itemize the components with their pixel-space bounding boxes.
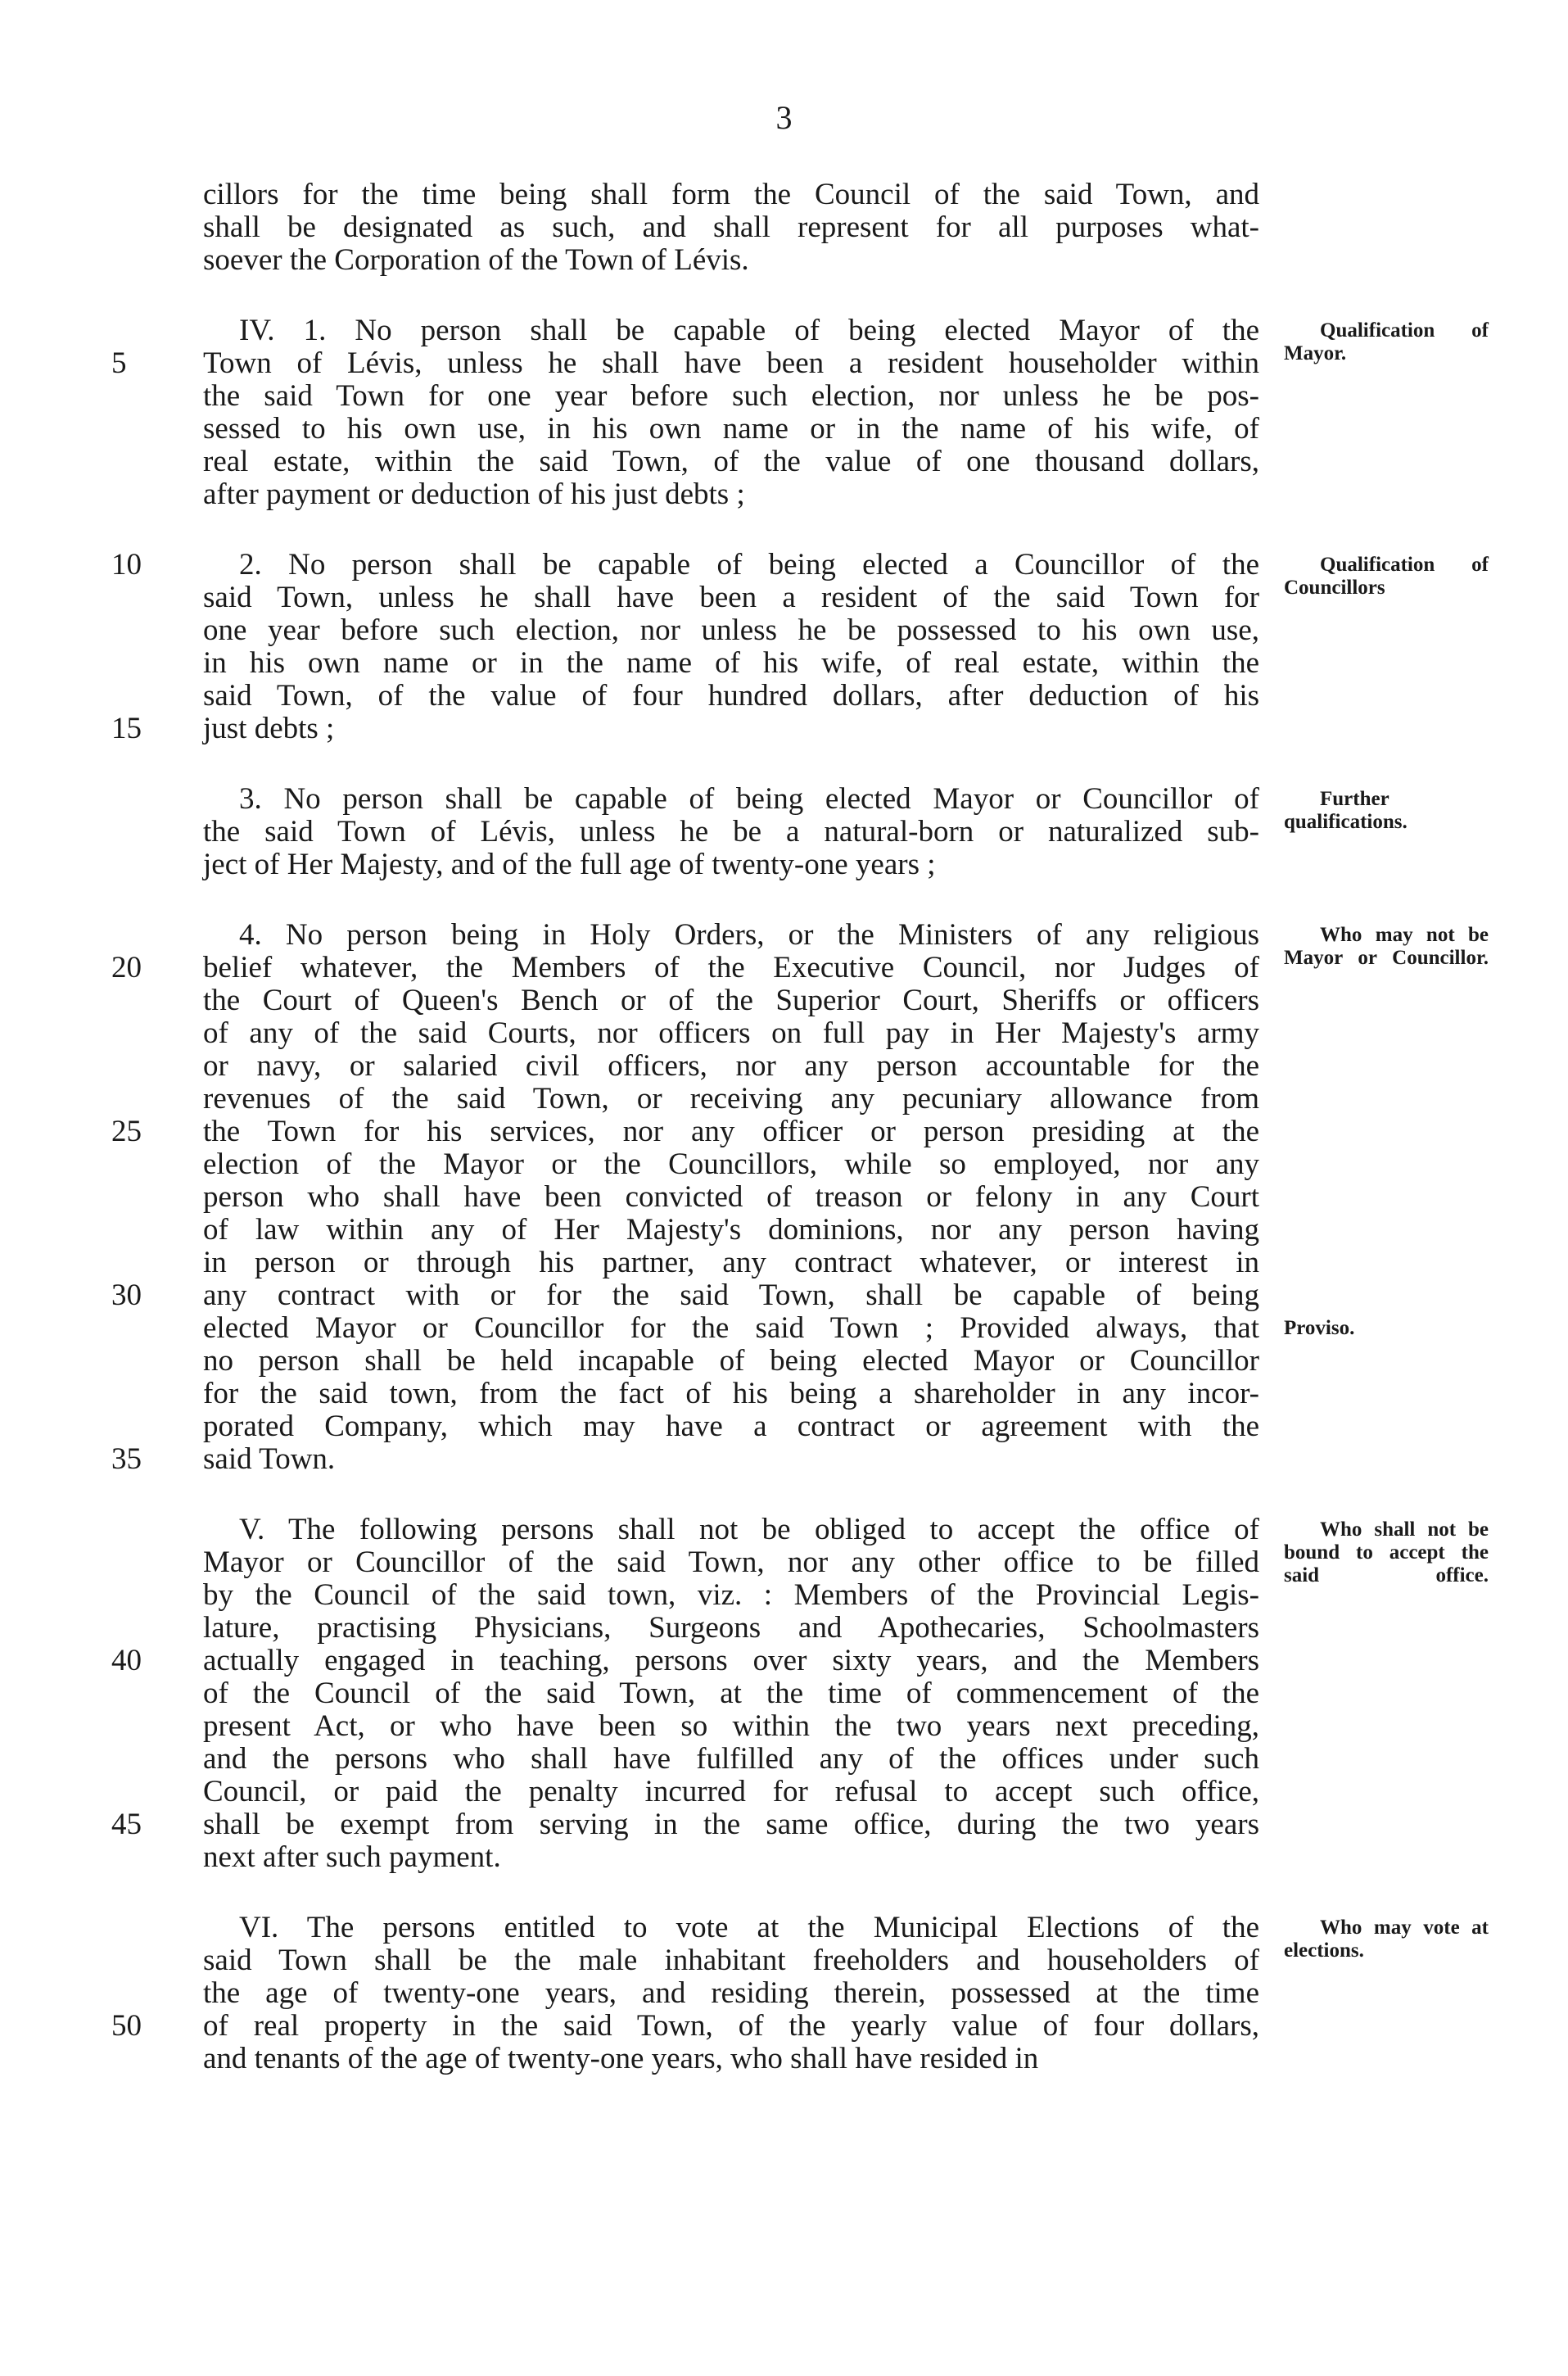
text-line (203, 1017, 1259, 1050)
text-line (203, 1181, 1259, 1214)
line-text: person who shall have been convicted of treason or felony in any Court (203, 1180, 1259, 1214)
text-line (203, 614, 1259, 647)
text-line (203, 478, 1259, 511)
text-line (203, 1677, 1259, 1710)
text-line (111, 951, 1259, 984)
line-text: and tenants of the age of twenty-one years, who shall have resided in (203, 2042, 1039, 2075)
paragraph (111, 918, 1489, 1476)
text-line (203, 849, 1259, 881)
line-number: 40 (111, 1644, 142, 1677)
text-line (203, 647, 1259, 680)
line-text: Mayor or Councillor of the said Town, nor any other office to be filled (203, 1546, 1259, 1579)
line-text: the age of twenty-one years, and residing therein, possessed at the time (203, 1976, 1259, 2010)
text-line (203, 2043, 1259, 2075)
line-text: 2. No person shall be capable of being elected a Councillor of the (239, 548, 1259, 582)
line-text: 3. No person shall be capable of being elected Mayor or Councillor of (239, 782, 1259, 816)
text-line (203, 1378, 1259, 1410)
text-line (203, 582, 1259, 614)
text-line (203, 1311, 1355, 1345)
text-line (111, 1644, 1259, 1677)
line-text: of the Council of the said Town, at the time of commencement of the (203, 1677, 1259, 1710)
line-text: revenues of the said Town, or receiving any pecuniary allowance from (203, 1082, 1259, 1116)
line-text: belief whatever, the Members of the Executive Council, nor Judges of (203, 951, 1259, 984)
line-text: present Act, or who have been so within the two years next preceding, (203, 1709, 1259, 1743)
text-line (203, 1345, 1259, 1378)
line-text: ject of Her Majesty, and of the full age of twenty-one years ; (203, 848, 936, 881)
line-text: shall be designated as such, and shall represent for all purposes what- (203, 210, 1259, 244)
text-line (203, 1083, 1259, 1116)
line-text: no person shall be held incapable of being elected Mayor or Councillor (203, 1344, 1259, 1378)
paragraph (111, 548, 1489, 745)
paragraph (111, 314, 1489, 511)
text-line (203, 1546, 1259, 1579)
text-line (203, 816, 1259, 849)
text-line (203, 211, 1259, 244)
line-text: in his own name or in the name of his wife, of real estate, within the (203, 646, 1259, 680)
line-text: said Town shall be the male inhabitant freeholders and householders of (203, 1944, 1259, 1977)
text-line (203, 1247, 1259, 1279)
line-text: of any of the said Courts, nor officers on full pay in Her Majesty's army (203, 1016, 1259, 1050)
line-text: in person or through his partner, any contract whatever, or interest in (203, 1246, 1259, 1279)
text-line (203, 984, 1259, 1017)
text-line (203, 1579, 1259, 1612)
text-line (111, 712, 1259, 745)
text-line (203, 1841, 1259, 1874)
text-line (203, 1944, 1259, 1977)
line-text: IV. 1. No person shall be capable of being elected Mayor of the (239, 314, 1259, 347)
line-text: sessed to his own use, in his own name or in the name of his wife, of (203, 412, 1259, 446)
text-line (203, 1612, 1259, 1645)
line-text: just debts ; (203, 712, 335, 745)
page-number: 3 (775, 99, 793, 136)
text-line (111, 346, 1259, 380)
text-line (203, 244, 1259, 277)
line-text: of law within any of Her Majesty's dominions, nor any person having (203, 1213, 1259, 1247)
line-text: the Court of Queen's Bench or of the Superior Court, Sheriffs or officers (203, 984, 1259, 1017)
margin-note: Qualification of Councillors (1284, 554, 1489, 599)
paragraph (111, 1911, 1489, 2075)
line-text: real estate, within the said Town, of the value of one thousand dollars, (203, 445, 1259, 478)
line-text: and the persons who shall have fulfilled any of the offices under such (203, 1742, 1259, 1776)
line-text: the Town for his services, nor any officer or person presiding at the (203, 1115, 1259, 1148)
text-line (203, 446, 1259, 478)
text-line (203, 413, 1259, 446)
line-text: election of the Mayor or the Councillors, while so employed, nor any (203, 1147, 1259, 1181)
margin-note: Qualification of Mayor. (1284, 319, 1489, 364)
paragraph (111, 1513, 1489, 1874)
text-line (111, 1279, 1259, 1312)
line-text: one year before such election, nor unless he be possessed to his own use, (203, 613, 1259, 647)
line-text: the said Town of Lévis, unless he be a natural-born or naturalized sub- (203, 815, 1259, 849)
line-number: 15 (111, 712, 142, 745)
text-line (111, 1115, 1259, 1148)
text-line (203, 1977, 1259, 2010)
margin-note: Further qualifications. (1284, 788, 1408, 833)
line-number: 5 (111, 346, 127, 380)
paragraph (203, 179, 1259, 277)
line-text: of real property in the said Town, of the yearly value of four dollars, (203, 2009, 1259, 2043)
text-line (203, 1050, 1259, 1083)
text-line (203, 1710, 1259, 1743)
line-text: Town of Lévis, unless he shall have been a resident householder within (203, 346, 1259, 380)
text-line (111, 1442, 1259, 1476)
line-number: 20 (111, 951, 142, 984)
line-text: shall be exempt from serving in the same office, during the two years (203, 1808, 1259, 1841)
text-line (203, 380, 1259, 413)
line-number: 30 (111, 1279, 142, 1312)
line-number: 50 (111, 2009, 142, 2043)
line-text: said Town, unless he shall have been a resident of the said Town for (203, 581, 1259, 614)
text-line (203, 680, 1259, 713)
text-line (203, 1148, 1259, 1181)
body-text (111, 178, 1489, 2113)
line-text: after payment or deduction of his just debts ; (203, 477, 745, 511)
line-number: 45 (111, 1808, 142, 1841)
margin-note: Who may vote at elections. (1284, 1917, 1489, 1962)
text-line (203, 1743, 1259, 1776)
line-number: 35 (111, 1442, 142, 1476)
text-line (203, 1214, 1259, 1247)
margin-note: Who may not be Mayor or Councillor. (1284, 924, 1489, 969)
line-text: said Town. (203, 1442, 336, 1476)
line-text: Council, or paid the penalty incurred for refusal to accept such office, (203, 1775, 1259, 1808)
line-text: VI. The persons entitled to vote at the Municipal Elections of the (239, 1911, 1259, 1944)
line-text: elected Mayor or Councillor for the said Town ; Provided always, that (203, 1311, 1259, 1345)
line-text: soever the Corporation of the Town of Lévis. (203, 243, 749, 277)
paragraph (203, 782, 1408, 881)
line-text: lature, practising Physicians, Surgeons and Apothecaries, Schoolmasters (203, 1611, 1259, 1645)
margin-note: Who shall not be bound to accept the said office. (1284, 1518, 1489, 1586)
line-number: 25 (111, 1115, 142, 1148)
text-line (111, 2009, 1259, 2043)
line-text: said Town, of the value of four hundred dollars, after deduction of his (203, 679, 1259, 713)
line-text: next after such payment. (203, 1840, 501, 1874)
text-line (111, 1808, 1259, 1841)
line-text: or navy, or salaried civil officers, nor any person accountable for the (203, 1049, 1259, 1083)
line-text: for the said town, from the fact of his being a shareholder in any incor- (203, 1377, 1259, 1410)
line-text: 4. No person being in Holy Orders, or the Ministers of any religious (239, 918, 1259, 952)
margin-note: Proviso. (1284, 1317, 1355, 1339)
line-text: any contract with or for the said Town, shall be capable of being (203, 1279, 1259, 1312)
line-text: porated Company, which may have a contract or agreement with the (203, 1410, 1259, 1443)
line-text: cillors for the time being shall form the Council of the said Town, and (203, 178, 1259, 211)
text-line (203, 179, 1259, 211)
line-number: 10 (111, 548, 142, 582)
text-line (203, 1776, 1259, 1808)
line-text: V. The following persons shall not be obliged to accept the office of (239, 1513, 1259, 1546)
line-text: actually engaged in teaching, persons over sixty years, and the Members (203, 1644, 1259, 1677)
line-text: by the Council of the said town, viz. : Members of the Provincial Legis- (203, 1578, 1259, 1612)
line-text: the said Town for one year before such election, nor unless he be pos- (203, 379, 1259, 413)
text-line (203, 1410, 1259, 1443)
